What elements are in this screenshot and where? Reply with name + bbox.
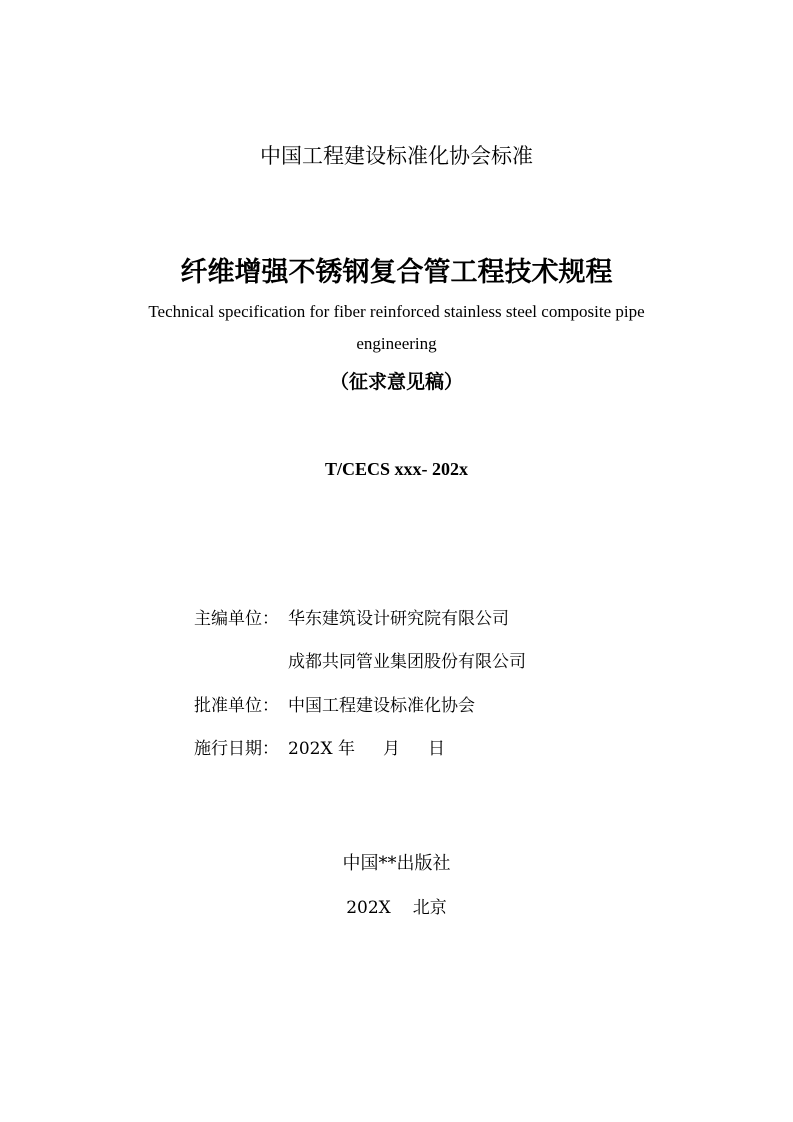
effective-date-label: 施行日期： bbox=[194, 739, 279, 759]
publication-place: 北京 bbox=[412, 898, 447, 918]
editor-unit-2: 成都共同管业集团股份有限公司 bbox=[288, 652, 526, 672]
effective-date-month: 月 bbox=[382, 739, 400, 759]
document-title-english-line2: engineering bbox=[356, 334, 437, 353]
publication-year: 202X bbox=[346, 898, 391, 918]
effective-date-year: 202X 年 bbox=[288, 739, 355, 759]
publisher-name: 中国**出版社 bbox=[342, 853, 451, 874]
standard-code: T/CECS xxx- 202x bbox=[324, 459, 468, 479]
document-title-english-line1: Technical specification for fiber reinforced stainless steel composite pipe bbox=[148, 302, 645, 321]
draft-status-label: （征求意见稿） bbox=[329, 371, 463, 393]
approver-unit: 中国工程建设标准化协会 bbox=[288, 696, 475, 716]
editor-label: 主编单位： bbox=[194, 609, 279, 629]
effective-date-row bbox=[194, 736, 445, 762]
editor-row-2 bbox=[194, 649, 526, 675]
effective-date-day: 日 bbox=[427, 739, 445, 759]
publication-year-place bbox=[0, 895, 793, 921]
approver-row bbox=[194, 693, 475, 719]
editor-row bbox=[194, 606, 509, 632]
editor-unit-1: 华东建筑设计研究院有限公司 bbox=[288, 609, 509, 629]
approver-label: 批准单位： bbox=[194, 696, 279, 716]
document-title-chinese: 纤维增强不锈钢复合管工程技术规程 bbox=[180, 257, 613, 288]
organization-standard-header: 中国工程建设标准化协会标准 bbox=[260, 144, 533, 168]
